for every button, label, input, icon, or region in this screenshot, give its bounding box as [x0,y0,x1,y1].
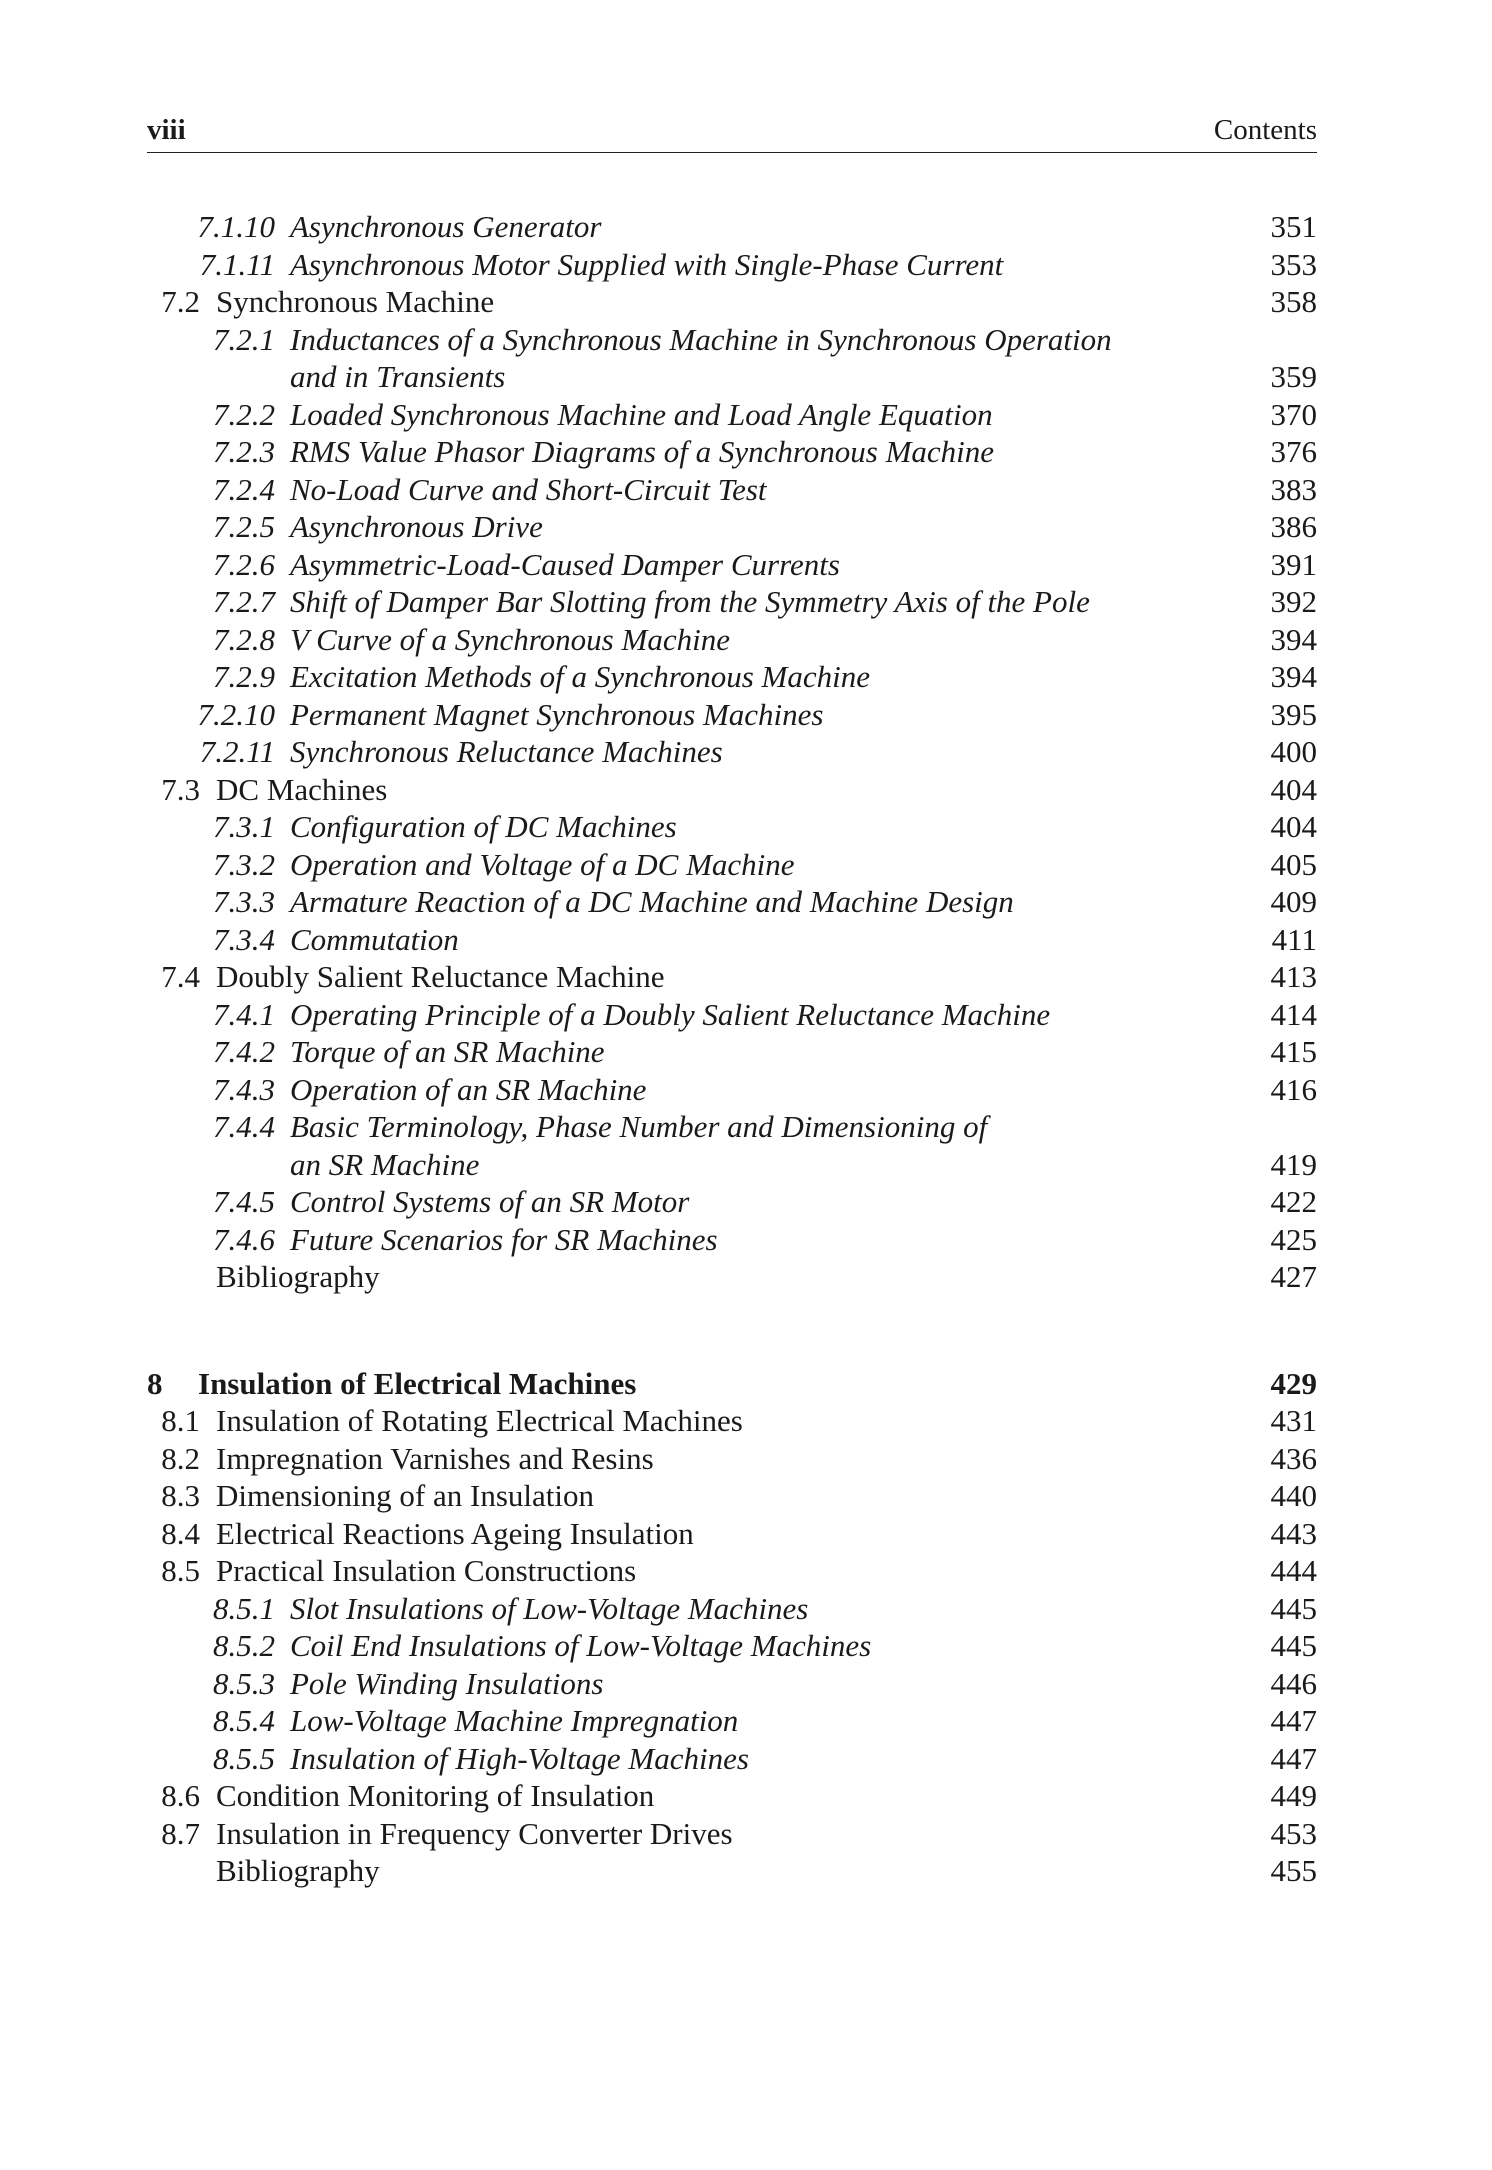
toc-number: 7.1.11 [199,247,275,282]
toc-page-number: 422 [1270,1184,1317,1219]
toc-page-number: 425 [1270,1222,1317,1257]
toc-entry [0,621,1492,659]
toc-title: Armature Reaction of a DC Machine and Machine Design [290,884,1014,919]
toc-number: 7.4 [161,959,200,994]
toc-number: 7.2 [161,284,200,319]
toc-entry [0,808,1492,846]
toc-entry [0,696,1492,734]
toc-title: Electrical Reactions Ageing Insulation [216,1516,694,1551]
toc-page-number: 409 [1270,884,1317,919]
toc-entry [0,846,1492,884]
toc-entry [0,1665,1492,1703]
toc-page-number: 446 [1270,1666,1317,1701]
toc-entry [0,283,1492,321]
toc-entry [0,1258,1492,1296]
toc-title: Asymmetric-Load-Caused Damper Currents [290,547,840,582]
toc-entry [0,1146,1492,1184]
toc-entry [0,1852,1492,1890]
toc-entry [0,883,1492,921]
toc-number: 7.2.7 [213,584,275,619]
toc-number: 7.3.2 [213,847,275,882]
toc-title: Shift of Damper Bar Slotting from the Symmetry Axis of the Pole [290,584,1090,619]
toc-entry [0,958,1492,996]
toc-entry [0,658,1492,696]
toc-entry [0,246,1492,284]
toc-entry [0,583,1492,621]
toc-entry [0,1740,1492,1778]
toc-title: Low-Voltage Machine Impregnation [290,1703,739,1738]
toc-number: 7.4.6 [213,1222,275,1257]
toc-page-number: 447 [1270,1741,1317,1776]
toc-entry [0,1108,1492,1146]
toc-number: 8.1 [161,1403,200,1438]
toc-title: Asynchronous Drive [290,509,543,544]
toc-page-number: 444 [1270,1553,1317,1588]
toc-entry [0,921,1492,959]
toc-title: Bibliography [216,1259,380,1294]
toc-title: V Curve of a Synchronous Machine [290,622,730,657]
toc-page-number: 436 [1270,1441,1317,1476]
toc-number: 8.5.2 [213,1628,275,1663]
toc-page-number: 394 [1270,659,1317,694]
toc-number: 8.5.3 [213,1666,275,1701]
toc-entry [0,1440,1492,1478]
toc-title: Asynchronous Motor Supplied with Single-Phase Current [290,247,1004,282]
toc-page-number: 383 [1270,472,1317,507]
toc-number: 7.4.3 [213,1072,275,1107]
toc-title: Synchronous Reluctance Machines [290,734,723,769]
header-page-number: viii [147,114,186,146]
toc-page-number: 431 [1270,1403,1317,1438]
header-title: Contents [1213,114,1317,146]
toc-number: 8.4 [161,1516,200,1551]
toc-title: Condition Monitoring of Insulation [216,1778,655,1813]
toc-entry [0,471,1492,509]
toc-title: Dimensioning of an Insulation [216,1478,594,1513]
toc-number: 7.2.6 [213,547,275,582]
toc-entry [0,771,1492,809]
toc-page-number: 404 [1270,772,1317,807]
toc-page-number: 443 [1270,1516,1317,1551]
toc-page-number: 413 [1270,959,1317,994]
toc-page-number: 419 [1270,1147,1317,1182]
toc-title: Loaded Synchronous Machine and Load Angle Equation [290,397,993,432]
toc-number: 8 [147,1366,163,1401]
toc-title: No-Load Curve and Short-Circuit Test [290,472,767,507]
toc-title: and in Transients [290,359,506,394]
toc-number: 8.3 [161,1478,200,1513]
toc-page-number: 445 [1270,1628,1317,1663]
toc-title: Coil End Insulations of Low-Voltage Machines [290,1628,872,1663]
toc-page-number: 429 [1270,1366,1317,1401]
toc-title: Torque of an SR Machine [290,1034,605,1069]
toc-number: 7.2.5 [213,509,275,544]
toc-entry [0,996,1492,1034]
toc-number: 8.5 [161,1553,200,1588]
toc-number: 7.2.9 [213,659,275,694]
toc-number: 8.5.1 [213,1591,275,1626]
toc-number: 7.4.4 [213,1109,275,1144]
toc-chapter [0,1365,1492,1403]
toc-title: Pole Winding Insulations [290,1666,604,1701]
toc-page-number: 376 [1270,434,1317,469]
toc-page-number: 394 [1270,622,1317,657]
toc-title: Operating Principle of a Doubly Salient Reluctance Machine [290,997,1051,1032]
toc-entry [0,1183,1492,1221]
toc-entry [0,1402,1492,1440]
toc-number: 7.3.4 [213,922,275,957]
toc-entry [0,508,1492,546]
toc-entry [0,208,1492,246]
toc-title: Doubly Salient Reluctance Machine [216,959,665,994]
toc-entry [0,1552,1492,1590]
toc-page-number: 351 [1270,209,1317,244]
toc-title: Basic Terminology, Phase Number and Dimensioning of [290,1109,988,1144]
toc-page-number: 427 [1270,1259,1317,1294]
toc-page-number: 405 [1270,847,1317,882]
toc-entry [0,1815,1492,1853]
toc-page-number: 400 [1270,734,1317,769]
toc-number: 7.3 [161,772,200,807]
toc-page-number: 391 [1270,547,1317,582]
toc-entry [0,321,1492,359]
toc-title: Insulation of Electrical Machines [198,1366,637,1401]
toc-entry [0,733,1492,771]
toc-title: Operation and Voltage of a DC Machine [290,847,795,882]
toc-title: Practical Insulation Constructions [216,1553,637,1588]
toc-page-number: 411 [1271,922,1317,957]
toc-title: Commutation [290,922,459,957]
toc-number: 8.5.4 [213,1703,275,1738]
toc-page-number: 449 [1270,1778,1317,1813]
toc-number: 7.4.2 [213,1034,275,1069]
toc-number: 7.2.8 [213,622,275,657]
toc-title: Future Scenarios for SR Machines [290,1222,718,1257]
toc-title: Inductances of a Synchronous Machine in Synchronous Operation [290,322,1112,357]
toc-title: an SR Machine [290,1147,480,1182]
toc-number: 7.1.10 [197,209,275,244]
toc-entry [0,546,1492,584]
toc-entry [0,1221,1492,1259]
toc-number: 8.2 [161,1441,200,1476]
toc-title: Impregnation Varnishes and Resins [216,1441,654,1476]
toc-page-number: 445 [1270,1591,1317,1626]
toc-title: Control Systems of an SR Motor [290,1184,690,1219]
toc-title: DC Machines [216,772,388,807]
toc-entry [0,1033,1492,1071]
toc-page-number: 359 [1270,359,1317,394]
toc-number: 7.3.1 [213,809,275,844]
toc-entry [0,1777,1492,1815]
toc-entry [0,433,1492,471]
toc-title: Slot Insulations of Low-Voltage Machines [290,1591,809,1626]
toc-page-number: 440 [1270,1478,1317,1513]
toc-number: 7.3.3 [213,884,275,919]
toc-number: 7.2.4 [213,472,275,507]
toc-title: Excitation Methods of a Synchronous Machine [290,659,870,694]
toc-page-number: 453 [1270,1816,1317,1851]
toc-page-number: 392 [1270,584,1317,619]
toc-entry [0,396,1492,434]
toc-title: Configuration of DC Machines [290,809,677,844]
toc-page-number: 353 [1270,247,1317,282]
toc-page-number: 416 [1270,1072,1317,1107]
toc-page-number: 386 [1270,509,1317,544]
toc-page-number: 414 [1270,997,1317,1032]
toc-number: 8.7 [161,1816,200,1851]
toc-number: 7.2.11 [199,734,275,769]
toc-entry [0,1590,1492,1628]
toc-entry [0,1515,1492,1553]
toc-number: 7.2.10 [197,697,275,732]
toc-entry [0,358,1492,396]
toc-number: 7.4.5 [213,1184,275,1219]
toc-title: Synchronous Machine [216,284,495,319]
toc-entry [0,1627,1492,1665]
toc-entry [0,1702,1492,1740]
toc-title: Insulation of Rotating Electrical Machines [216,1403,743,1438]
toc-page-number: 358 [1270,284,1317,319]
toc-number: 7.2.2 [213,397,275,432]
toc-title: Asynchronous Generator [290,209,602,244]
toc-title: Bibliography [216,1853,380,1888]
toc-number: 7.4.1 [213,997,275,1032]
toc-title: RMS Value Phasor Diagrams of a Synchronous Machine [290,434,995,469]
toc-page-number: 455 [1270,1853,1317,1888]
toc-page-number: 415 [1270,1034,1317,1069]
toc-page-number: 395 [1270,697,1317,732]
toc-number: 8.6 [161,1778,200,1813]
toc-number: 8.5.5 [213,1741,275,1776]
toc-page-number: 447 [1270,1703,1317,1738]
toc-number: 7.2.3 [213,434,275,469]
toc-entry [0,1477,1492,1515]
toc-title: Operation of an SR Machine [290,1072,647,1107]
toc-title: Insulation of High-Voltage Machines [290,1741,749,1776]
toc-page-number: 404 [1270,809,1317,844]
toc-page-number: 370 [1270,397,1317,432]
toc-title: Permanent Magnet Synchronous Machines [290,697,824,732]
toc-number: 7.2.1 [213,322,275,357]
toc-title: Insulation in Frequency Converter Drives [216,1816,733,1851]
toc-entry [0,1071,1492,1109]
